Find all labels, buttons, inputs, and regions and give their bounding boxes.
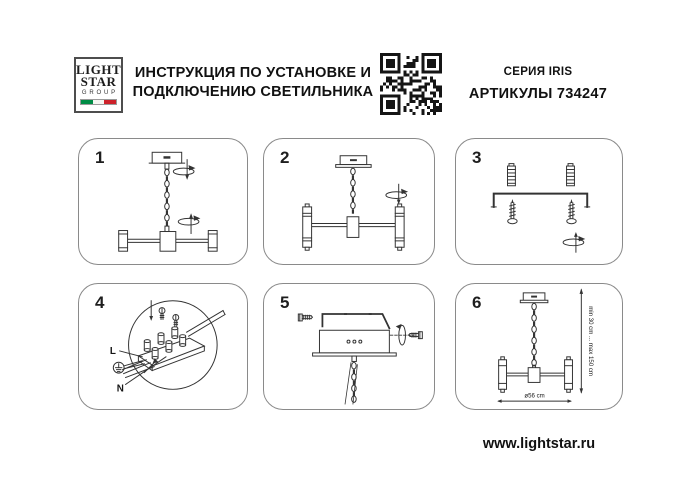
height-dimension-label: min 30 cm ... max 150 cm	[587, 306, 595, 376]
fixture-body	[119, 231, 217, 252]
screw	[159, 308, 165, 320]
rotation-icon	[173, 165, 195, 175]
neutral-label: N	[116, 383, 124, 395]
canopy-box	[313, 330, 397, 356]
rotation-icon	[563, 236, 585, 246]
logo-text-light: LIGHT	[76, 62, 122, 77]
step-panel-6	[455, 283, 623, 410]
arrow-up-icon	[574, 232, 578, 252]
page-title	[128, 64, 378, 102]
logo-box	[74, 57, 123, 113]
step-panel-3	[455, 138, 623, 265]
ground-icon	[113, 362, 124, 373]
arrow-down-icon	[149, 301, 153, 321]
step-number: 1	[95, 148, 105, 167]
logo-text-group: GROUP	[81, 90, 118, 96]
live-leader-line	[120, 351, 143, 357]
mounting-strap	[491, 194, 589, 207]
step-panel-1	[78, 138, 248, 265]
screw	[567, 199, 576, 224]
canopy	[336, 156, 371, 168]
arrow-down-icon	[397, 184, 401, 204]
lamp-tube	[395, 204, 404, 250]
series-block	[452, 66, 624, 102]
step-number: 4	[95, 293, 105, 312]
diameter-dimension-line	[497, 399, 572, 403]
fixture-bar	[312, 217, 396, 238]
screw	[173, 315, 179, 327]
screw	[298, 314, 312, 321]
step-panel-4	[78, 283, 248, 410]
arrow-up-icon	[189, 213, 193, 233]
canopy	[520, 293, 548, 303]
step-5-diagram	[264, 284, 434, 409]
step-number: 3	[472, 148, 482, 167]
lamp-tube	[565, 357, 573, 392]
chain	[351, 168, 356, 213]
logo-text-star: STAR	[80, 74, 117, 89]
step-number: 2	[280, 148, 290, 167]
qr-code	[380, 53, 442, 115]
lamp-tube	[499, 357, 507, 392]
arrow-down-icon	[185, 160, 189, 180]
height-dimension-line	[580, 288, 584, 393]
chain	[165, 169, 170, 231]
series-label: СЕРИЯ IRIS	[503, 66, 573, 78]
step-number: 5	[280, 293, 290, 312]
italy-flag-icon	[80, 99, 117, 105]
rotation-icon	[386, 189, 408, 199]
wall-plug	[508, 164, 516, 186]
mounting-bracket	[322, 313, 389, 328]
chain	[532, 303, 537, 368]
rotation-icon	[178, 215, 200, 225]
screw	[508, 199, 517, 224]
wall-plug	[567, 164, 575, 186]
page-title-line2: ПОДКЛЮЧЕНИЮ СВЕТИЛЬНИКА	[132, 84, 374, 100]
step-2-diagram	[264, 139, 434, 264]
diameter-dimension-label: ø56 cm	[524, 392, 545, 400]
mounting-bar	[187, 311, 225, 337]
step-panel-2	[263, 138, 435, 265]
ceiling-bracket	[149, 152, 184, 163]
chain-connector	[165, 163, 169, 169]
chain	[345, 356, 357, 404]
website-link: www.lightstar.ru	[482, 436, 596, 452]
article-number: АРТИКУЛЫ 734247	[468, 86, 608, 102]
step-number: 6	[472, 293, 482, 312]
rotation-icon	[396, 324, 406, 345]
live-label: L	[109, 345, 116, 357]
fixture-bar	[507, 368, 565, 383]
page-title-line1: ИНСТРУКЦИЯ ПО УСТАНОВКЕ И	[134, 65, 372, 81]
lamp-tube	[303, 204, 312, 250]
step-panel-5	[263, 283, 435, 410]
